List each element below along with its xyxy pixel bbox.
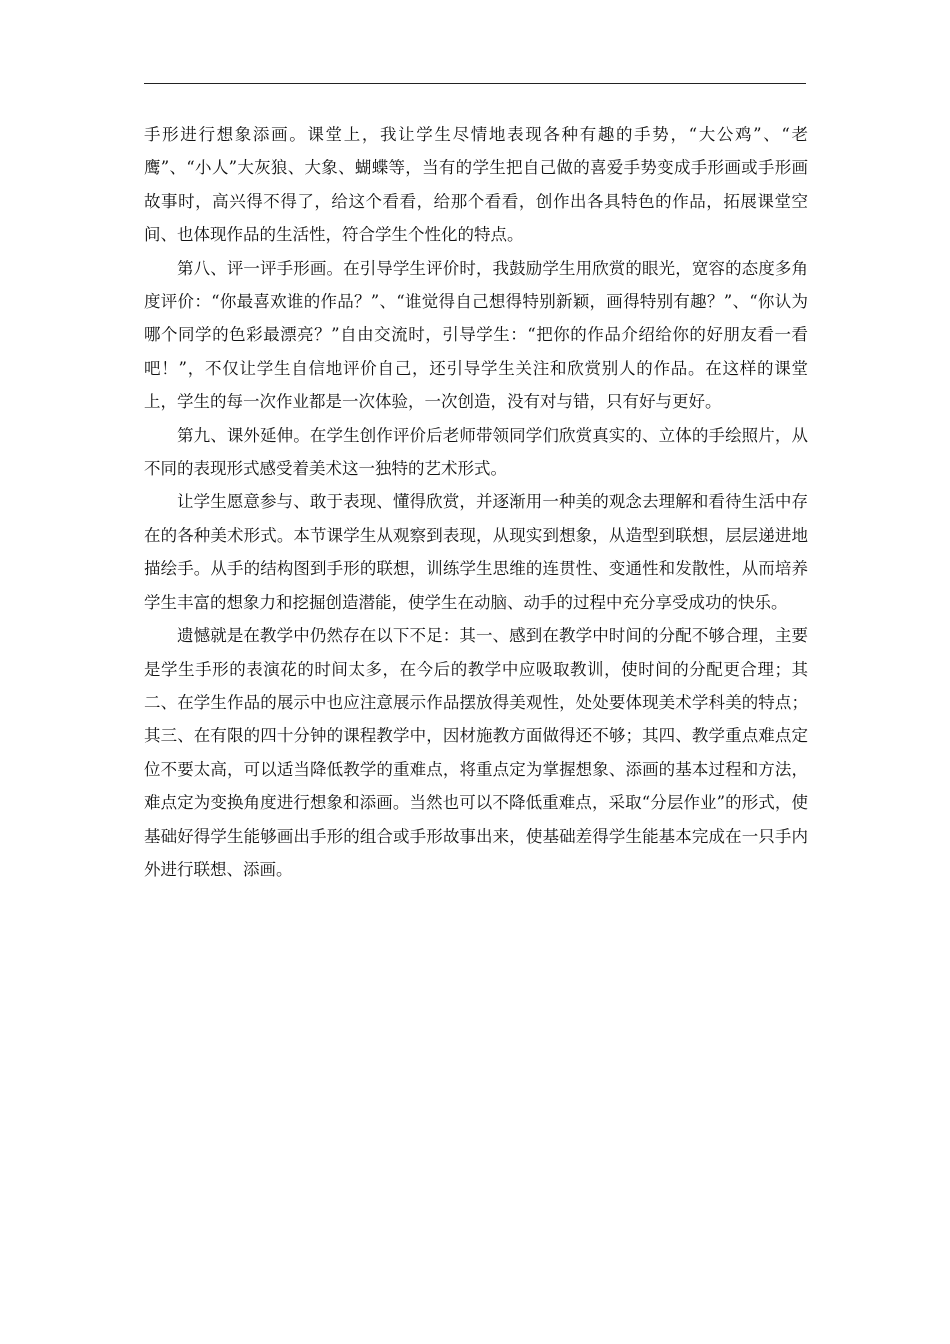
paragraph-evaluation: 第八、评一评手形画。在引导学生评价时，我鼓励学生用欣赏的眼光，宽容的态度多角度评价：“你最喜欢谁的作品？”、“谁觉得自己想得特别新颖，画得特别有趣？”、“你认为哪个同学的色彩最漂亮？”自由交流时，引导学生：“把你的作品介绍给你的好朋友看一看吧！”，不仅让学生自信地评价自己，还引导学生关注和欣赏别人的作品。在这样的课堂上，学生的每一次作业都是一次体验，一次创造，没有对与错，只有好与更好。 [144, 258, 808, 412]
paragraph-extension: 第九、课外延伸。在学生创作评价后老师带领同学们欣赏真实的、立体的手绘照片，从不同的表现形式感受着美术这一独特的艺术形式。 [144, 425, 808, 479]
header-rule [144, 83, 806, 84]
paragraph-continuation: 手形进行想象添画。课堂上，我让学生尽情地表现各种有趣的手势，“大公鸡”、“老鹰”、“小人”大灰狼、大象、蝴蝶等，当有的学生把自己做的喜爱手势变成手形画或手形画故事时，高兴得不得了，给这个看看，给那个看看，创作出各具特色的作品，拓展课堂空间、也体现作品的生活性，符合学生个性化的特点。 [144, 125, 808, 245]
paragraph-shortcomings: 遗憾就是在教学中仍然存在以下不足：其一、感到在教学中时间的分配不够合理，主要是学生手形的表演花的时间太多，在今后的教学中应吸取教训，使时间的分配更合理；其二、在学生作品的展示中也应注意展示作品摆放得美观性，处处要体现美术学科美的特点；其三、在有限的四十分钟的课程教学中，因材施教方面做得还不够；其四、教学重点难点定位不要太高，可以适当降低教学的重难点，将重点定为掌握想象、添画的基本过程和方法，难点定为变换角度进行想象和添画。当然也可以不降低重难点，采取“分层作业”的形式，使基础好得学生能够画出手形的组合或手形故事出来，使基础差得学生能基本完成在一只手内外进行联想、添画。 [144, 626, 808, 879]
document-body [144, 118, 808, 886]
paragraph-summary: 让学生愿意参与、敢于表现、懂得欣赏，并逐渐用一种美的观念去理解和看待生活中存在的各种美术形式。本节课学生从观察到表现，从现实到想象，从造型到联想，层层递进地描绘手。从手的结构图到手形的联想，训练学生思维的连贯性、变通性和发散性，从而培养学生丰富的想象力和挖掘创造潜能，使学生在动脑、动手的过程中充分享受成功的快乐。 [144, 492, 808, 612]
